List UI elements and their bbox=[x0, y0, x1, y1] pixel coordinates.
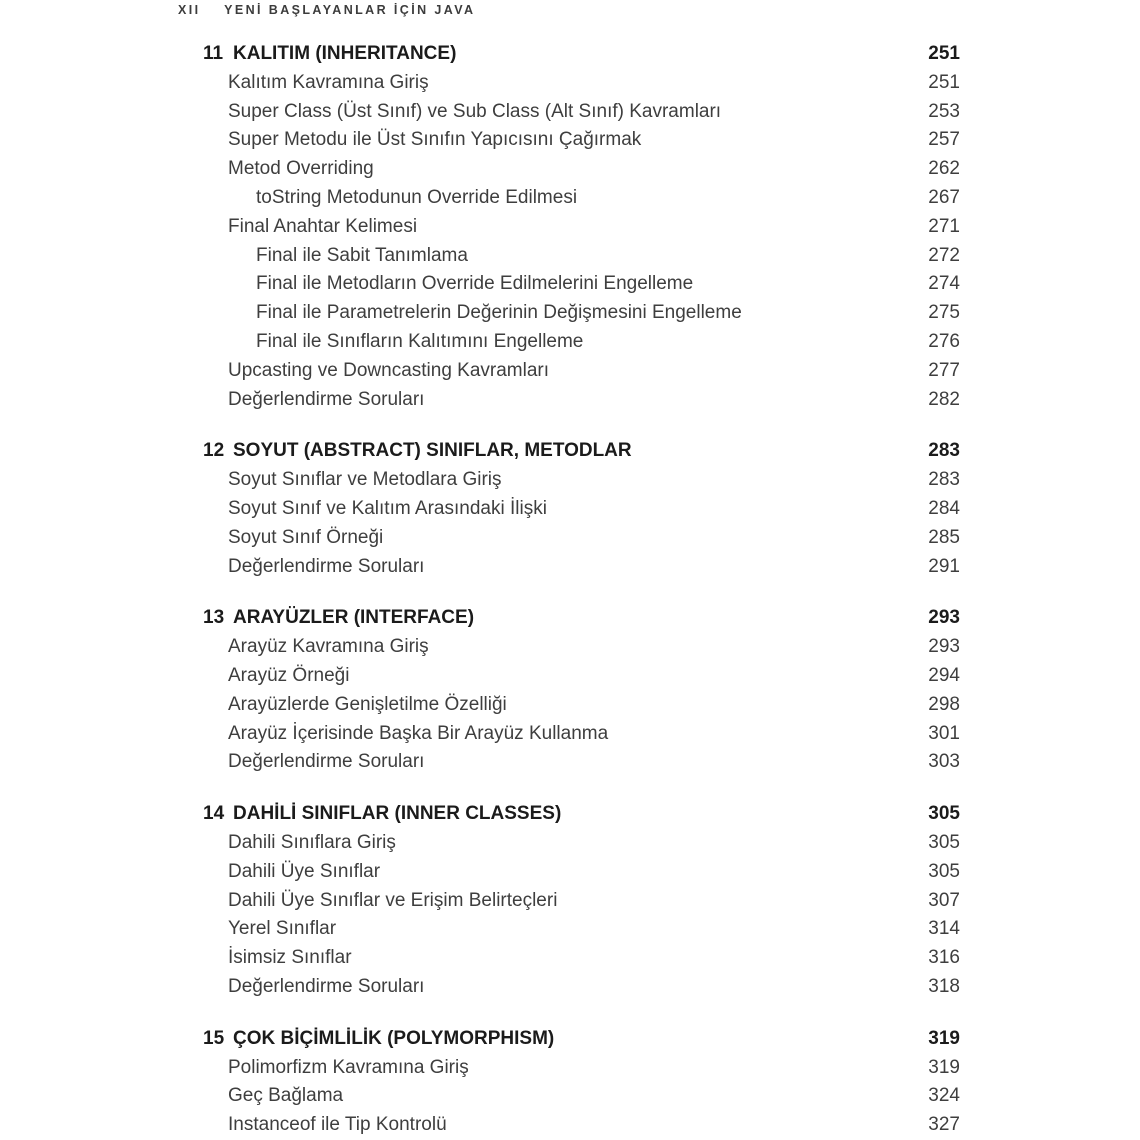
chapter-number: 15 bbox=[203, 1027, 225, 1049]
toc-chapter bbox=[203, 1025, 960, 1140]
toc-entry-row bbox=[203, 328, 960, 357]
toc-entry-label: Dahili Sınıflara Giriş bbox=[228, 831, 396, 853]
chapter-title: ÇOK BİÇİMLİLİK (POLYMORPHISM) bbox=[233, 1027, 555, 1049]
chapter-number: 14 bbox=[203, 803, 225, 825]
toc-entry-label: Final ile Metodların Override Edilmelerini Engelleme bbox=[256, 273, 694, 295]
toc-chapter bbox=[203, 800, 960, 1002]
chapter-page-number: 319 bbox=[928, 1027, 960, 1049]
toc-entry-page-number: 293 bbox=[928, 636, 960, 658]
toc-entry-page-number: 314 bbox=[928, 918, 960, 940]
toc-entry-label: Yerel Sınıflar bbox=[228, 918, 337, 940]
chapter-page-number: 283 bbox=[928, 440, 960, 462]
toc-entry-row bbox=[203, 1111, 960, 1140]
chapter-heading-row bbox=[203, 1025, 960, 1054]
toc-chapter bbox=[203, 604, 960, 777]
toc-entry-row bbox=[203, 524, 960, 553]
toc-entry-row bbox=[203, 748, 960, 777]
toc-entry-row bbox=[203, 242, 960, 271]
toc-entry-row bbox=[203, 858, 960, 887]
toc-entry-page-number: 303 bbox=[928, 751, 960, 773]
toc-entry-page-number: 251 bbox=[928, 71, 960, 93]
toc-chapter bbox=[203, 437, 960, 581]
chapter-heading-row bbox=[203, 40, 960, 69]
toc-entry-row bbox=[203, 915, 960, 944]
toc-entry-row bbox=[203, 553, 960, 582]
toc-entry-label: Instanceof ile Tip Kontrolü bbox=[228, 1114, 447, 1136]
toc-entry-row bbox=[203, 126, 960, 155]
toc-entry-row bbox=[203, 213, 960, 242]
toc-entry-label: Final ile Sabit Tanımlama bbox=[256, 244, 468, 266]
toc-chapter bbox=[203, 40, 960, 414]
toc-entry-row bbox=[203, 691, 960, 720]
running-header bbox=[178, 3, 475, 17]
toc-entry-page-number: 305 bbox=[928, 860, 960, 882]
toc-entry-page-number: 291 bbox=[928, 555, 960, 577]
toc-entry-page-number: 282 bbox=[928, 388, 960, 410]
toc-entry-row bbox=[203, 829, 960, 858]
toc-entry-label: Dahili Üye Sınıflar ve Erişim Belirteçleri bbox=[228, 889, 558, 911]
toc-entry-page-number: 318 bbox=[928, 975, 960, 997]
toc-entry-label: Super Class (Üst Sınıf) ve Sub Class (Alt Sınıf) Kavramları bbox=[228, 100, 722, 122]
toc-entry-page-number: 257 bbox=[928, 129, 960, 151]
toc-entry-label: Upcasting ve Downcasting Kavramları bbox=[228, 359, 550, 381]
chapter-title: DAHİLİ SINIFLAR (INNER CLASSES) bbox=[233, 803, 562, 825]
chapter-page-number: 251 bbox=[928, 43, 960, 64]
toc-entry-row bbox=[203, 155, 960, 184]
toc-entry-row bbox=[203, 944, 960, 973]
toc-entry-row bbox=[203, 69, 960, 98]
toc-entry-page-number: 274 bbox=[928, 273, 960, 295]
toc-entry-row bbox=[203, 633, 960, 662]
toc-entry-page-number: 276 bbox=[928, 330, 960, 352]
toc-entry-label: Super Metodu ile Üst Sınıfın Yapıcısını Çağırmak bbox=[228, 129, 642, 151]
toc-entry-page-number: 305 bbox=[928, 831, 960, 853]
toc-entry-page-number: 298 bbox=[928, 693, 960, 715]
toc-entry-page-number: 283 bbox=[928, 469, 960, 491]
toc-entry-page-number: 262 bbox=[928, 158, 960, 180]
toc-entry-row bbox=[203, 1082, 960, 1111]
toc-entry-label: Kalıtım Kavramına Giriş bbox=[228, 71, 429, 93]
toc-entry-page-number: 272 bbox=[928, 244, 960, 266]
toc-entry-label: Değerlendirme Soruları bbox=[228, 751, 425, 773]
chapter-heading-row bbox=[203, 604, 960, 633]
chapter-heading-row bbox=[203, 437, 960, 466]
toc-entry-page-number: 327 bbox=[928, 1114, 960, 1136]
toc-entry-row bbox=[203, 270, 960, 299]
toc-entry-label: Değerlendirme Soruları bbox=[228, 388, 425, 410]
toc-entry-page-number: 253 bbox=[928, 100, 960, 122]
toc-entry-label: Değerlendirme Soruları bbox=[228, 555, 425, 577]
chapter-title: KALITIM (INHERITANCE) bbox=[233, 43, 457, 64]
chapter-page-number: 305 bbox=[928, 803, 960, 825]
page-number-roman: XII bbox=[178, 3, 201, 17]
toc-entry-label: toString Metodunun Override Edilmesi bbox=[256, 186, 578, 208]
chapter-heading-row bbox=[203, 800, 960, 829]
toc-entry-row bbox=[203, 184, 960, 213]
chapter-number: 12 bbox=[203, 440, 225, 462]
toc-entry-row bbox=[203, 662, 960, 691]
chapter-title: SOYUT (ABSTRACT) SINIFLAR, METODLAR bbox=[233, 440, 632, 462]
toc-entry-label: Arayüzlerde Genişletilme Özelliği bbox=[228, 693, 507, 715]
toc-entry-label: Soyut Sınıflar ve Metodlara Giriş bbox=[228, 469, 502, 491]
chapter-page-number: 293 bbox=[928, 607, 960, 629]
table-of-contents bbox=[203, 40, 960, 1140]
toc-entry-page-number: 284 bbox=[928, 497, 960, 519]
toc-entry-label: Soyut Sınıf Örneği bbox=[228, 526, 384, 548]
toc-entry-label: Geç Bağlama bbox=[228, 1085, 344, 1107]
toc-entry-row bbox=[203, 98, 960, 127]
toc-entry-label: Final ile Parametrelerin Değerinin Değişmesini Engelleme bbox=[256, 302, 742, 324]
toc-entry-label: Polimorfizm Kavramına Giriş bbox=[228, 1056, 469, 1078]
toc-entry-label: Soyut Sınıf ve Kalıtım Arasındaki İlişki bbox=[228, 497, 547, 519]
toc-entry-page-number: 271 bbox=[928, 215, 960, 237]
toc-entry-row bbox=[203, 973, 960, 1002]
toc-entry-page-number: 319 bbox=[928, 1056, 960, 1078]
toc-entry-page-number: 316 bbox=[928, 947, 960, 969]
book-title: YENİ BAŞLAYANLAR İÇİN JAVA bbox=[224, 3, 476, 17]
toc-entry-row bbox=[203, 887, 960, 916]
toc-entry-label: Değerlendirme Soruları bbox=[228, 975, 425, 997]
toc-entry-label: Dahili Üye Sınıflar bbox=[228, 860, 381, 882]
toc-entry-row bbox=[203, 357, 960, 386]
toc-entry-page-number: 324 bbox=[928, 1085, 960, 1107]
toc-entry-page-number: 301 bbox=[928, 722, 960, 744]
toc-entry-label: Metod Overriding bbox=[228, 158, 374, 180]
toc-entry-row bbox=[203, 720, 960, 749]
toc-entry-label: Arayüz Kavramına Giriş bbox=[228, 636, 429, 658]
toc-entry-page-number: 275 bbox=[928, 302, 960, 324]
toc-entry-page-number: 307 bbox=[928, 889, 960, 911]
toc-entry-page-number: 267 bbox=[928, 186, 960, 208]
chapter-number: 13 bbox=[203, 607, 225, 629]
toc-entry-label: Arayüz İçerisinde Başka Bir Arayüz Kullanma bbox=[228, 722, 609, 744]
toc-entry-label: Arayüz Örneği bbox=[228, 664, 350, 686]
toc-entry-row bbox=[203, 466, 960, 495]
toc-entry-row bbox=[203, 386, 960, 415]
toc-entry-label: İsimsiz Sınıflar bbox=[228, 947, 352, 969]
toc-entry-row bbox=[203, 1054, 960, 1083]
chapter-number: 11 bbox=[203, 43, 224, 64]
toc-entry-page-number: 285 bbox=[928, 526, 960, 548]
toc-entry-page-number: 277 bbox=[928, 359, 960, 381]
toc-entry-page-number: 294 bbox=[928, 664, 960, 686]
toc-entry-label: Final ile Sınıfların Kalıtımını Engelleme bbox=[256, 330, 584, 352]
toc-entry-label: Final Anahtar Kelimesi bbox=[228, 215, 418, 237]
chapter-title: ARAYÜZLER (INTERFACE) bbox=[233, 607, 475, 629]
toc-entry-row bbox=[203, 495, 960, 524]
toc-entry-row bbox=[203, 299, 960, 328]
